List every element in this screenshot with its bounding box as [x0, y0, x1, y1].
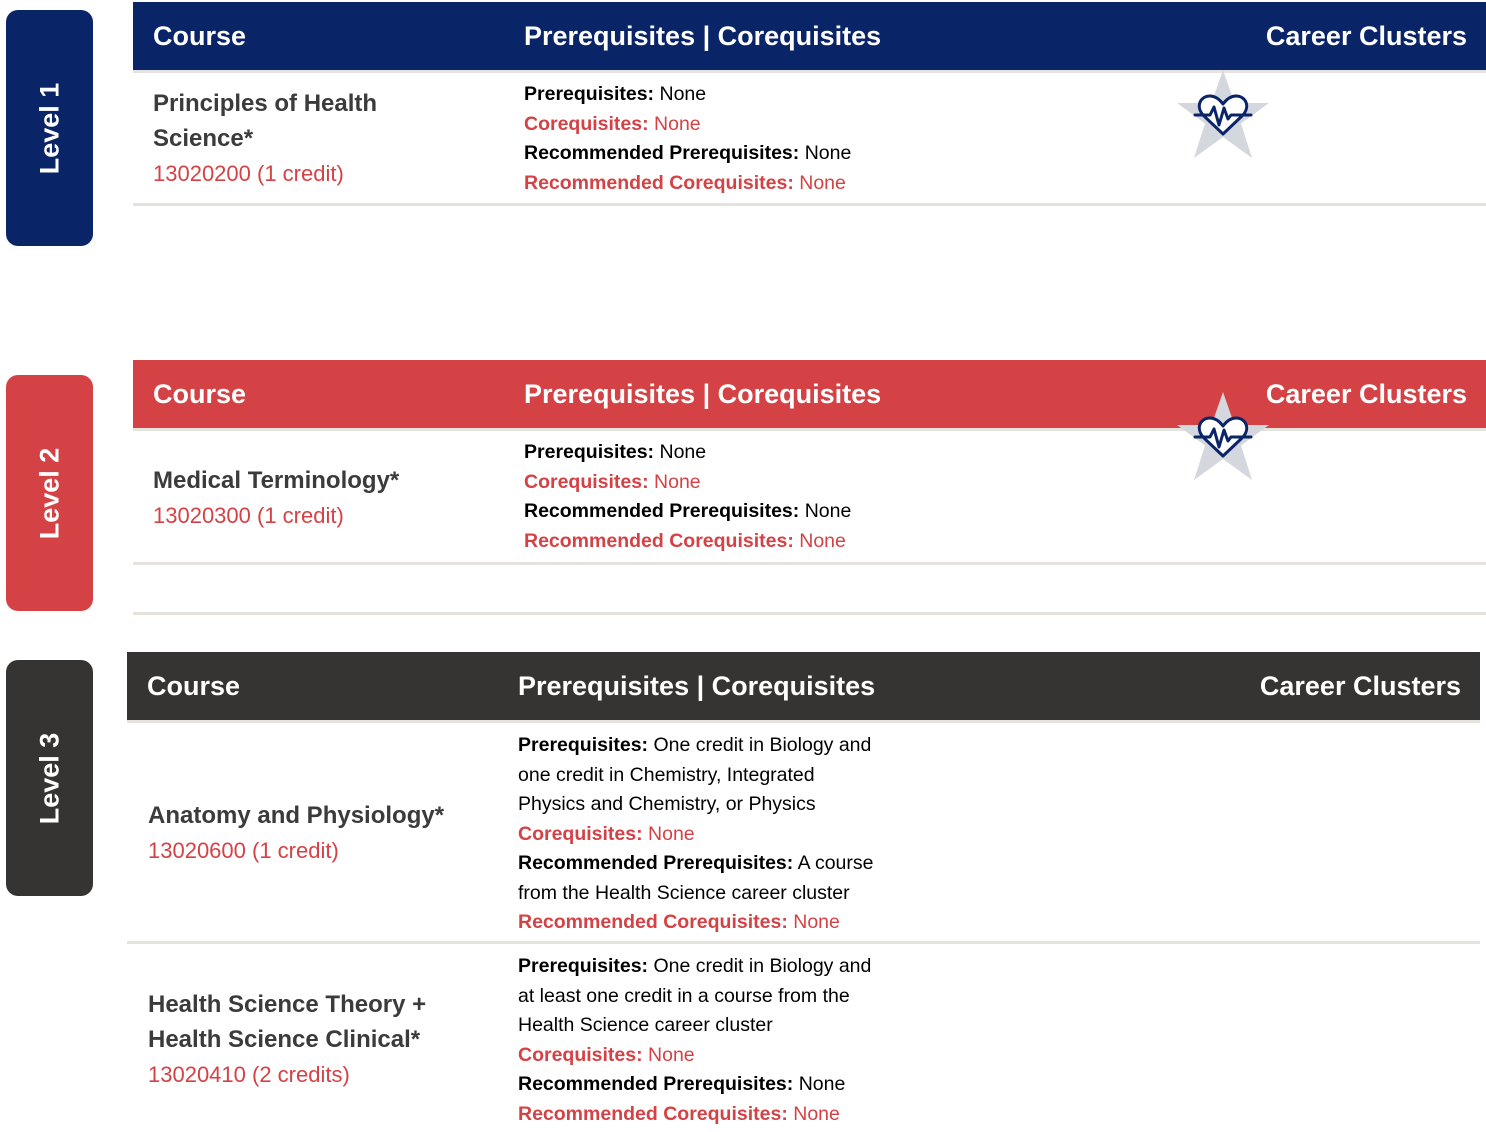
header-prerequisites: Prerequisites | Corequisites: [524, 379, 882, 409]
level-3-header: [127, 652, 1480, 720]
prerequisites-line: Prerequisites: None: [524, 441, 707, 463]
header-career-clusters: Career Clusters: [1259, 671, 1461, 701]
course-code: 13020410 (2 credits): [148, 1062, 350, 1087]
header-course: Course: [147, 671, 241, 701]
recommended-prerequisites-line: Recommended Prerequisites: None: [524, 500, 852, 522]
row-divider: [133, 203, 1486, 206]
course-name: Principles of Health: [153, 90, 378, 117]
recommended-corequisites-line: Recommended Corequisites: None: [518, 1102, 840, 1125]
level-3-tab: [6, 660, 93, 896]
prerequisites-line: Health Science career cluster: [518, 1014, 773, 1036]
course-name: Anatomy and Physiology*: [148, 802, 445, 829]
course-name: Health Science Theory +: [148, 991, 427, 1018]
corequisites-line: Corequisites: None: [524, 112, 701, 135]
recommended-prerequisites-line: from the Health Science career cluster: [518, 881, 850, 904]
level-1-header: [133, 2, 1486, 70]
course-code: 13020200 (1 credit): [153, 161, 344, 186]
corequisites-line: Corequisites: None: [524, 470, 701, 493]
course-code: 13020300 (1 credit): [153, 503, 344, 528]
health-science-star-heart-icon: [1173, 390, 1273, 486]
health-science-star-heart-icon: [1173, 68, 1273, 164]
header-prerequisites: Prerequisites | Corequisites: [518, 671, 876, 701]
course-health-science-theory-clinical: [148, 987, 488, 1092]
level-3-label: Level 3: [34, 732, 64, 824]
course-prerequisites: [518, 952, 871, 1129]
course-prerequisites: [518, 731, 874, 938]
course-prerequisites: [524, 438, 851, 556]
recommended-corequisites-line: Recommended Corequisites: None: [524, 171, 846, 194]
prerequisites-line: Prerequisites: One credit in Biology and: [518, 955, 872, 977]
header-course: Course: [153, 379, 247, 409]
recommended-prerequisites-line: Recommended Prerequisites: A course: [518, 852, 874, 874]
course-code: 13020600 (1 credit): [148, 838, 339, 863]
recommended-corequisites-line: Recommended Corequisites: None: [524, 529, 846, 552]
corequisites-line: Corequisites: None: [518, 1043, 695, 1066]
prerequisites-line: one credit in Chemistry, Integrated: [518, 763, 815, 786]
course-medical-terminology: [153, 463, 493, 533]
row-divider: [133, 562, 1486, 565]
course-prerequisites: [524, 80, 851, 198]
prerequisites-line: at least one credit in a course from the: [518, 984, 850, 1007]
header-divider: [127, 720, 1480, 723]
corequisites-line: Corequisites: None: [518, 822, 695, 845]
recommended-prerequisites-line: Recommended Prerequisites: None: [518, 1073, 846, 1095]
course-principles-of-health-science: [153, 86, 493, 191]
header-course: Course: [153, 21, 247, 51]
level-1-tab: [6, 10, 93, 246]
course-name: Medical Terminology*: [153, 467, 400, 494]
level-2-header: [133, 360, 1486, 428]
header-career-clusters: Career Clusters: [1265, 21, 1467, 51]
header-prerequisites: Prerequisites | Corequisites: [524, 21, 882, 51]
recommended-prerequisites-line: Recommended Prerequisites: None: [524, 142, 852, 164]
level-2-label: Level 2: [34, 447, 64, 539]
course-name: Health Science Clinical*: [148, 1026, 421, 1053]
level-1-label: Level 1: [34, 82, 64, 174]
header-divider: [133, 70, 1486, 73]
row-divider: [133, 612, 1486, 615]
header-career-clusters: Career Clusters: [1265, 379, 1467, 409]
prerequisites-line: Prerequisites: One credit in Biology and: [518, 734, 872, 756]
prerequisites-line: Prerequisites: None: [524, 83, 707, 105]
recommended-corequisites-line: Recommended Corequisites: None: [518, 911, 840, 933]
header-divider: [133, 428, 1486, 431]
course-anatomy-and-physiology: [148, 798, 488, 868]
level-2-tab: [6, 375, 93, 611]
row-divider: [127, 941, 1480, 944]
prerequisites-line: Physics and Chemistry, or Physics: [518, 793, 816, 815]
course-name: Science*: [153, 125, 254, 152]
